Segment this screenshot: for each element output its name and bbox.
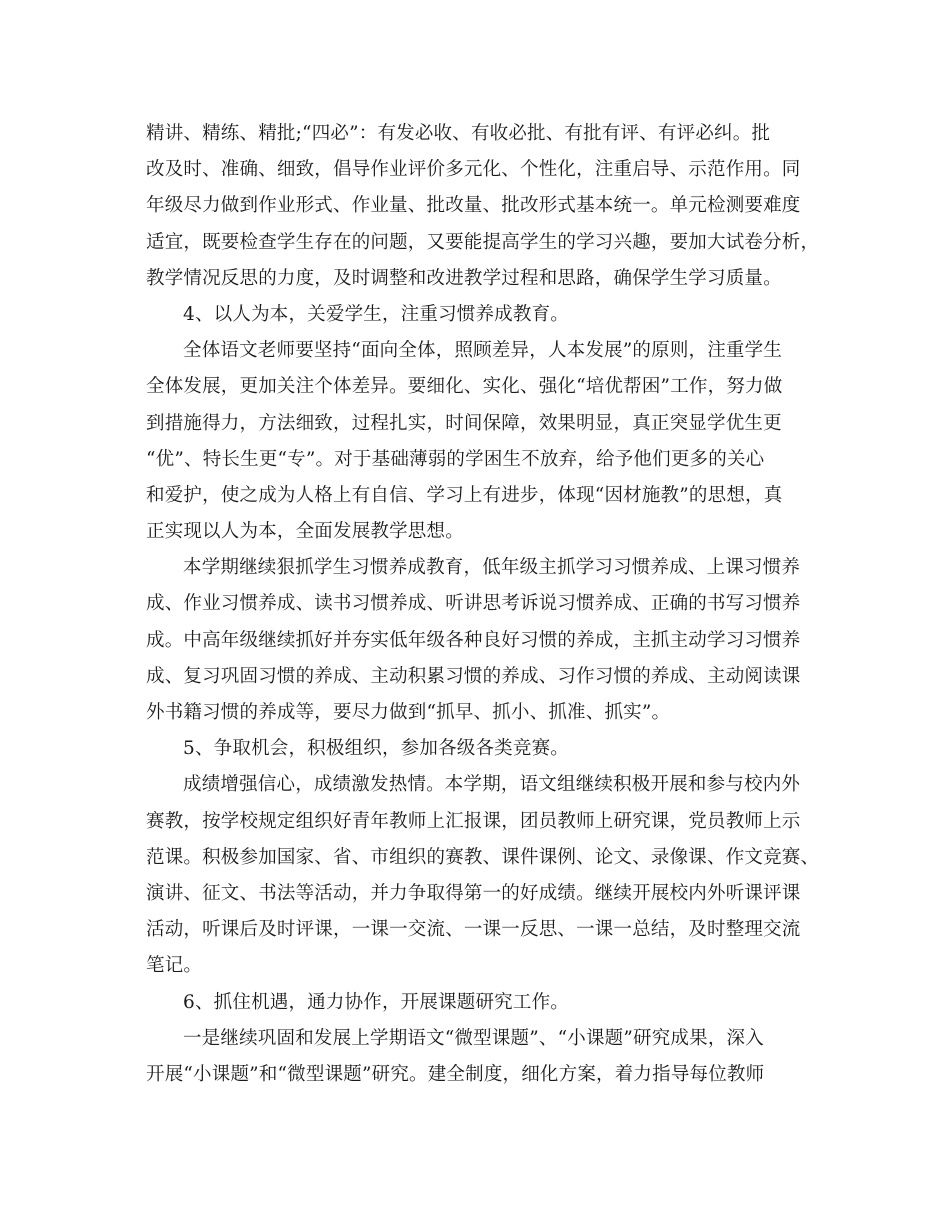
text-line: 6、抓住机遇，通力协作，开展课题研究工作。 bbox=[183, 991, 569, 1013]
text-line: “优”、特长生更“专”。对于基础薄弱的学困生不放弃，给予他们更多的关心 bbox=[146, 448, 765, 470]
text-line: 精讲、精练、精批;“四必”：有发必收、有收必批、有批有评、有评必纠。批 bbox=[146, 123, 771, 144]
text-line: 成绩增强信心，成绩激发热情。本学期，语文组继续积极开展和参与校内外 bbox=[183, 774, 801, 796]
text-line: 活动，听课后及时评课，一课一交流、一课一反思、一课一总结，及时整理交流 bbox=[146, 919, 801, 941]
text-line: 教学情况反思的力度，及时调整和改进教学过程和思路，确保学生学习质量。 bbox=[146, 267, 782, 289]
text-line: 成。中高年级继续抓好并夯实低年级各种良好习惯的养成，主抓主动学习习惯养 bbox=[146, 629, 801, 651]
text-line: 成、复习巩固习惯的养成、主动积累习惯的养成、习作习惯的养成、主动阅读课 bbox=[146, 665, 801, 687]
text-line: 适宜，既要检查学生存在的问题，又要能提高学生的学习兴趣，要加大试卷分析， bbox=[146, 231, 820, 253]
text-line: 全体发展，更加关注个体差异。要细化、实化、强化“培优帮困”工作，努力做 bbox=[146, 376, 783, 398]
text-line: 演讲、征文、书法等活动，并力争取得第一的好成绩。继续开展校内外听课评课 bbox=[146, 882, 801, 904]
text-line: 到措施得力，方法细致，过程扎实，时间保障，效果明显，真正突显学优生更 bbox=[146, 412, 782, 434]
text-line: 赛教，按学校规定组织好青年教师上汇报课，团员教师上研究课，党员教师上示 bbox=[146, 810, 801, 832]
document-body bbox=[146, 116, 820, 1093]
text-line: 全体语文老师要坚持“面向全体，照顾差异，人本发展”的原则，注重学生 bbox=[183, 340, 783, 362]
text-line: 外书籍习惯的养成等，要尽力做到“抓早、抓小、抓准、抓实”。 bbox=[146, 702, 671, 723]
text-line: 成、作业习惯养成、读书习惯养成、听讲思考诉说习惯养成、正确的书写习惯养 bbox=[146, 593, 801, 615]
text-line: 年级尽力做到作业形式、作业量、批改量、批改形式基本统一。单元检测要难度 bbox=[146, 195, 801, 217]
text-line: 5、争取机会，积极组织，参加各级各类竞赛。 bbox=[183, 738, 569, 760]
text-line: 和爱护，使之成为人格上有自信、学习上有进步，体现“因材施教”的思想，真 bbox=[146, 484, 783, 506]
text-line: 4、以人为本，关爱学生，注重习惯养成教育。 bbox=[183, 303, 569, 325]
text-line: 本学期继续狠抓学生习惯养成教育，低年级主抓学习习惯养成、上课习惯养 bbox=[183, 557, 801, 579]
text-line: 一是继续巩固和发展上学期语文“微型课题”、“小课题”研究成果，深入 bbox=[183, 1027, 764, 1049]
text-line: 范课。积极参加国家、省、市组织的赛教、课件课例、论文、录像课、作文竞赛、 bbox=[146, 846, 820, 868]
text-line: 笔记。 bbox=[146, 955, 203, 977]
text-line: 正实现以人为本，全面发展教学思想。 bbox=[146, 521, 464, 543]
text-line: 开展“小课题”和“微型课题”研究。建全制度，细化方案，着力指导每位教师 bbox=[146, 1063, 765, 1085]
text-line: 改及时、准确、细致，倡导作业评价多元化、个性化，注重启导、示范作用。同 bbox=[146, 159, 801, 181]
